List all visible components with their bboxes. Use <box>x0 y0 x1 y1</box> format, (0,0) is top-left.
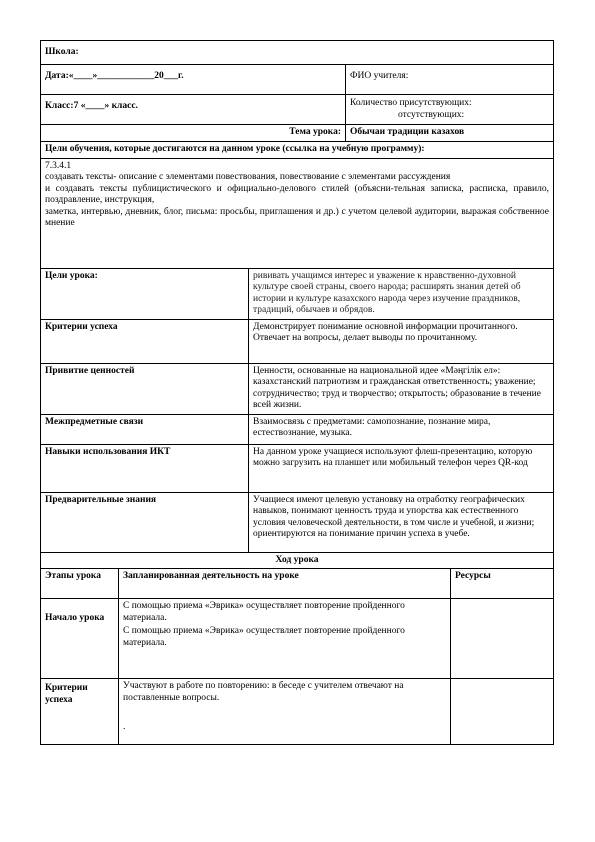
interdisciplinary-text: Взаимосвязь с предметами: самопознание, познание мира, естествознание, музыка. <box>249 414 554 444</box>
lesson-goals-text[interactable]: рививать учащимся интерес и уважение к нравственно-духовной культуре своей страны, своего народа; расширять знания детей об истории и культуре казахского народа через изучение праздников, традиций, обычаев и обрядов. <box>249 268 554 319</box>
stage-criteria: Критерии успеха <box>41 679 119 745</box>
date-field: Дата:«____»____________20___г. <box>41 65 346 95</box>
activity-start-text-2: С помощью приема «Эврика» осуществляет повторение пройденного материала. <box>123 626 405 648</box>
ict-text: На данном уроке учащиеся используют флеш-презентацию, которую можно загрузить на планшет или мобильный телефон через QR-код <box>249 444 554 492</box>
topic-row <box>41 125 554 142</box>
lesson-goals-row <box>41 268 554 319</box>
course-row-criteria <box>41 679 554 745</box>
prior-knowledge-row <box>41 492 554 552</box>
class-attendance-row <box>41 95 554 125</box>
activity-start-text-1: С помощью приема «Эврика» осуществляет повторение пройденного материала. <box>123 601 405 623</box>
date-teacher-row <box>41 65 554 95</box>
class-field: Класс:7 «____» класс. <box>41 95 346 125</box>
ict-label: Навыки использования ИКТ <box>41 444 249 492</box>
success-criteria-row <box>41 319 554 363</box>
stage-start: Начало урока <box>41 599 119 679</box>
activity-start <box>119 599 451 679</box>
goals-program-line-3: заметка, интервью, дневник, блог, письма: просьбы, приглашения и др.) с учетом целевой аудитории, выражая собственное мнение <box>45 206 549 228</box>
success-criteria-label: Критерии успеха <box>41 319 249 363</box>
course-title: Ход урока <box>41 552 554 569</box>
goals-program-line-1: создавать тексты- описание с элементами повествования, повествование с элементами рассуждения <box>45 172 451 182</box>
activity-criteria <box>119 679 451 745</box>
lesson-plan-page <box>40 40 553 745</box>
col-resources-header: Ресурсы <box>451 569 554 599</box>
teacher-field: ФИО учителя: <box>346 65 554 95</box>
course-header-row <box>41 569 554 599</box>
values-label: Привитие ценностей <box>41 363 249 414</box>
attendance-absent: отсутствующих: <box>398 109 465 120</box>
values-row <box>41 363 554 414</box>
goals-program-line-2: и создавать тексты публицистического и официально-делового стилей (объясни-тельная записка, расписка, правило, поздравление, инструкция, <box>45 183 549 205</box>
prior-knowledge-label: Предварительные знания <box>41 492 249 552</box>
goals-program-label-row <box>41 142 554 159</box>
attendance-field <box>346 95 554 125</box>
success-criteria-text <box>249 319 554 363</box>
resources-criteria <box>451 679 554 745</box>
goals-program-label: Цели обучения, которые достигаются на данном уроке (ссылка на учебную программу): <box>41 142 554 159</box>
goals-program-text <box>41 158 554 268</box>
success-criteria-line-1: Демонстрирует понимание основной информации прочитанного. <box>253 321 518 332</box>
activity-criteria-dot: . <box>123 722 126 732</box>
interdisciplinary-label: Межпредметные связи <box>41 414 249 444</box>
col-activity-header: Запланированная деятельность на уроке <box>119 569 451 599</box>
interdisciplinary-row <box>41 414 554 444</box>
lesson-goals-label: Цели урока: <box>41 268 249 319</box>
goals-program-code: 7.3.4.1 <box>45 160 72 171</box>
prior-knowledge-text: Учащиеся имеют целевую установку на отработку географических навыков, понимают ценность труда и упорства как естественного условия человеческой деятельности, в том числе и учебной, и жизни; ориентируются на понимание причин успеха в учебе. <box>249 492 554 552</box>
goals-program-row <box>41 158 554 268</box>
course-title-row <box>41 552 554 569</box>
attendance-present: Количество присутствующих: <box>350 98 472 108</box>
school-label: Школа: <box>41 41 554 65</box>
resources-start <box>451 599 554 679</box>
ict-row <box>41 444 554 492</box>
success-criteria-line-2: Отвечает на вопросы, делает выводы по прочитанному. <box>253 333 478 343</box>
topic-label: Тема урока: <box>41 125 346 142</box>
lesson-plan-table <box>40 40 554 745</box>
topic-value: Обычаи традиции казахов <box>346 125 554 142</box>
values-text: Ценности, основанные на национальной идее «Мәңгілік ел»: казахстанский патриотизм и гражданская ответственность; уважение; сотрудничество; труд и творчество; открытость; образование в течение всей жизни. <box>249 363 554 414</box>
activity-criteria-text: Участвуют в работе по повторению: в беседе с учителем отвечают на поставленные вопросы. <box>123 681 404 703</box>
course-row-start <box>41 599 554 679</box>
col-stages-header: Этапы урока <box>41 569 119 599</box>
school-row <box>41 41 554 65</box>
